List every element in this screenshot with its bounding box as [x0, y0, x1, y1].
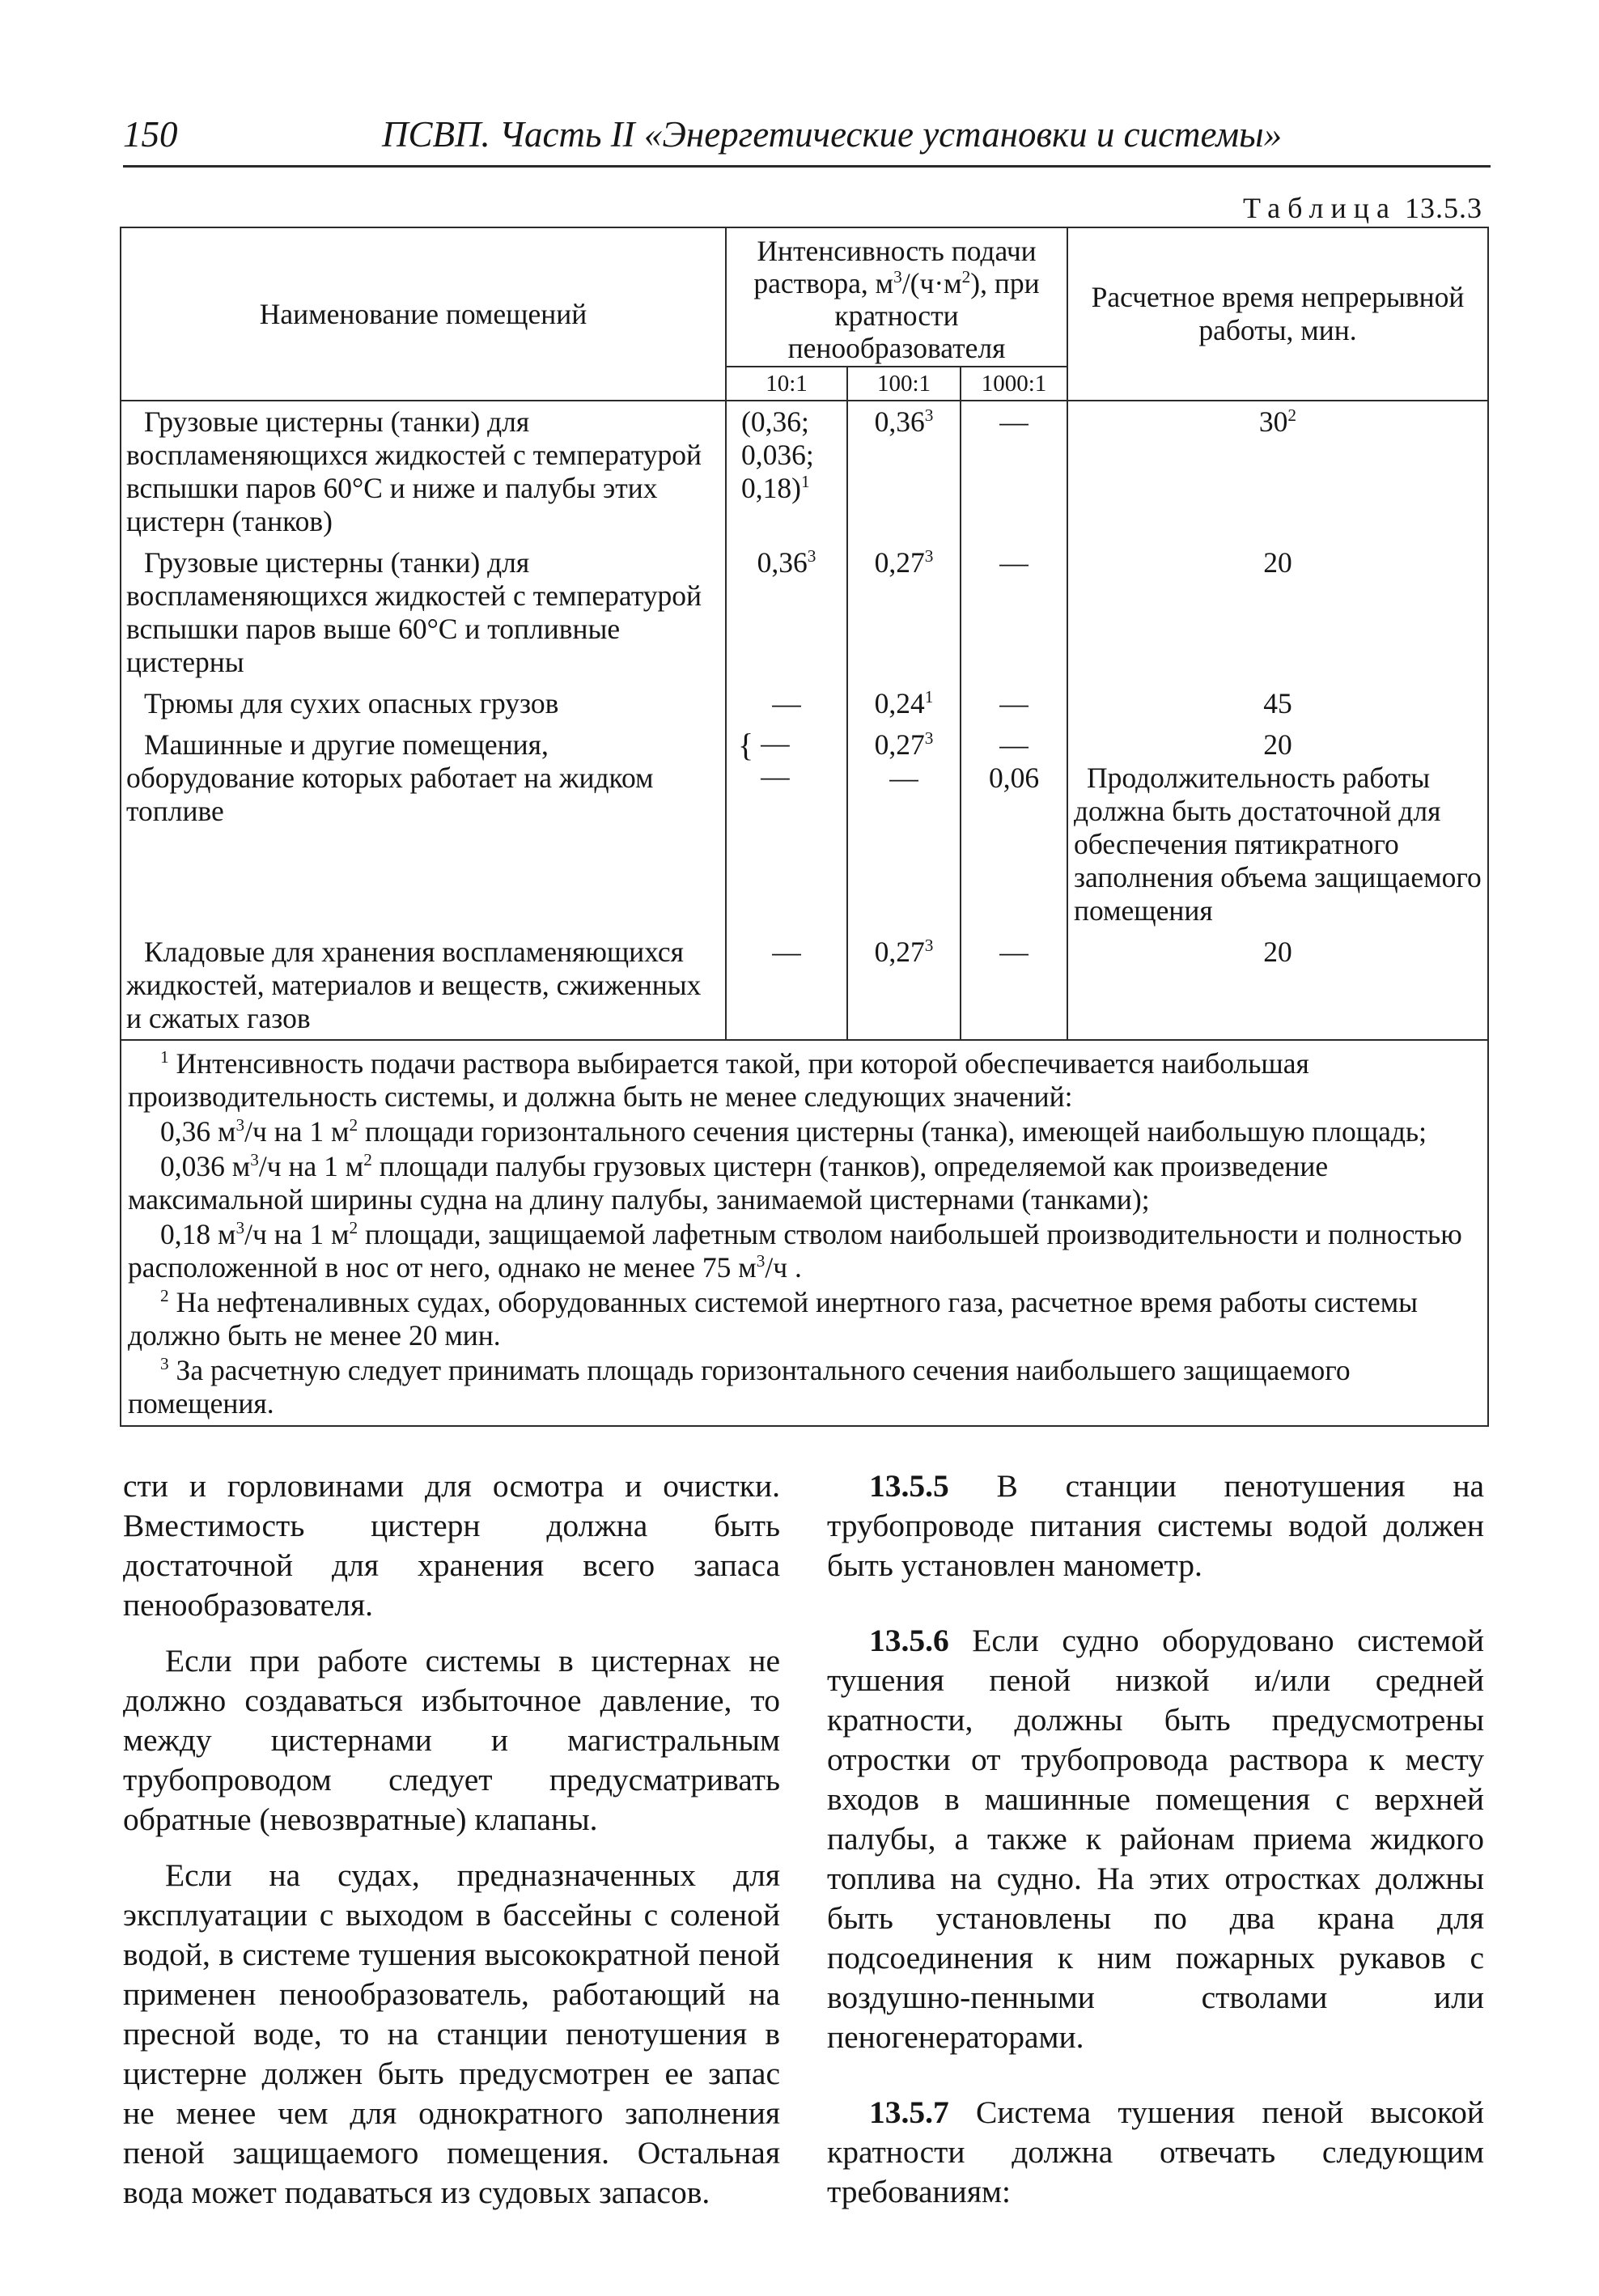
col-time-header: Расчетное время непрерывной работы, мин. — [1067, 227, 1488, 401]
row-time: 45 — [1067, 683, 1488, 724]
section-13-5-6: 13.5.6 Если судно оборудовано системой тушения пеной низкой и/или средней кратности, должны быть предусмотрены отростки от трубопровода раствора к месту входов в машинные помещения с верхней палубы, а также к районам приема жидкого топлива на судно. На этих отростках должны быть установлены по два крана для подсоединения к ним пожарных рукавов с воздушно-пенными стволами или пеногенераторами. — [827, 1623, 1484, 2055]
paragraph: Если при работе системы в цистернах не должно создаваться избыточное давление, то между цистернами и магистральным трубопроводом следует предусматривать обратные (невозвратные) клапаны. — [123, 1643, 780, 1837]
left-column — [123, 1466, 780, 2213]
paragraph: сти и горловинами для осмотра и очистки. Вместимость цистерн должна быть достаточной для хранения всего запаса пенообразователя. — [123, 1468, 780, 1623]
row-value-100: 0,27$^3$ — [847, 932, 961, 1040]
foam-intensity-table — [120, 227, 1489, 1427]
row-value-100: 0,27$^3$ — [847, 542, 961, 683]
section-13-5-5: 13.5.5 В станции пенотушения на трубопроводе питания системы водой должен быть установлен манометр. — [827, 1468, 1484, 1583]
row-name: Кладовые для хранения воспламеняющихся жидкостей, материалов и веществ, сжиженных и сжатых газов — [121, 932, 726, 1040]
table-header-row — [121, 227, 1488, 367]
footnote-1c: 0,18 $м^3/ч$ на 1 $м^2$ площади, защищаемой лафетным стволом наибольшей производительности и полностью расположенной в нос от него, однако не менее 75 $м^3/ч$ . — [128, 1218, 1462, 1284]
table-footnotes — [121, 1040, 1488, 1426]
section-number: 13.5.7 — [869, 2094, 949, 2130]
brace-icon: { — [738, 727, 754, 763]
row-name: Грузовые цистерны (танки) для воспламеняющихся жидкостей с температурой вспышки паров выше 60°С и топливные цистерны — [121, 542, 726, 683]
row-value-10: — — [726, 932, 847, 1040]
paragraph: Если на судах, предназначенных для эксплуатации с выходом в бассейны с соленой водой, в системе тушения высокократной пеной применен пенообразователь, работающий на пресной воде, то на станции пенотушения в цистерне должен быть предусмотрен ее запас не менее чем для однократного заполнения пеной защищаемого помещения. Остальная вода может подаваться из судовых запасов. — [123, 1857, 780, 2210]
row-value-10: (0,36; 0,036; 0,18)$^1$ — [726, 401, 847, 542]
ratio-10-header: 10:1 — [726, 367, 847, 401]
footnotes-row — [121, 1040, 1488, 1426]
running-header — [123, 112, 1491, 168]
row-name: Трюмы для сухих опасных грузов — [121, 683, 726, 724]
col-intensity-header: Интенсивность подачи раствора, $м^3/(ч\cdot м^2)$, при кратности пенообразователя — [726, 227, 1067, 367]
table-caption — [1243, 191, 1482, 225]
row-time: $30^2$ — [1067, 401, 1488, 542]
row-value-1000: — — [961, 401, 1067, 542]
row-value-10: 0,36$^3$ — [726, 542, 847, 683]
running-title: ПСВП. Часть II «Энергетические установки и системы» — [382, 114, 1283, 155]
footnote-1a: 0,36 $м^3/ч$ на 1 $м^2$ площади горизонтального сечения цистерны (танка), имеющей наибольшую площадь; — [160, 1115, 1427, 1148]
footnote-3: $^3$ За расчетную следует принимать площадь горизонтального сечения наибольшего защищаемого помещения. — [128, 1354, 1351, 1420]
table-row — [121, 724, 1488, 932]
table-row — [121, 542, 1488, 683]
right-column — [827, 1466, 1484, 2212]
row-value-100: 0,27$^3$ — — [847, 724, 961, 932]
page-number: 150 — [123, 114, 178, 155]
row-value-1000: — — [961, 683, 1067, 724]
row-value-100: 0,24$^1$ — [847, 683, 961, 724]
section-number: 13.5.5 — [869, 1468, 949, 1504]
footnote-1: $^1$ Интенсивность подачи раствора выбирается такой, при которой обеспечивается наибольшая производительность системы, и должна быть не менее следующих значений: — [128, 1047, 1309, 1113]
table-caption-word: Таблица — [1243, 192, 1397, 224]
row-value-10: { — — — [726, 724, 847, 932]
section-13-5-7: 13.5.7 Система тушения пеной высокой кратности должна отвечать следующим требованиям: — [827, 2094, 1484, 2209]
row-name: Грузовые цистерны (танки) для воспламеняющихся жидкостей с температурой вспышки паров 60°С и ниже и палубы этих цистерн (танков) — [121, 401, 726, 542]
row-time: 20 — [1067, 542, 1488, 683]
row-time: 20 — [1067, 932, 1488, 1040]
table-caption-number: 13.5.3 — [1405, 192, 1482, 224]
row-value-100: 0,36$^3$ — [847, 401, 961, 542]
row-value-1000: — — [961, 932, 1067, 1040]
ratio-1000-header: 1000:1 — [961, 367, 1067, 401]
footnote-1b: 0,036 $м^3/ч$ на 1 $м^2$ площади палубы грузовых цистерн (танков), определяемой как произведение максимальной ширины судна на длину палубы, занимаемой цистернами (танками); — [128, 1150, 1329, 1216]
row-time-note: Продолжительность работы должна быть достаточной для обеспечения пятикратного заполнения объема защищаемого помещения — [1074, 762, 1482, 927]
table-row — [121, 932, 1488, 1040]
row-time: 20 Продолжительность работы должна быть достаточной для обеспечения пятикратного заполнения объема защищаемого помещения — [1067, 724, 1488, 932]
row-name: Машинные и другие помещения, оборудование которых работает на жидком топливе — [121, 724, 726, 932]
row-value-1000: — — [961, 542, 1067, 683]
table-row — [121, 683, 1488, 724]
col-name-header: Наименование помещений — [121, 227, 726, 401]
ratio-100-header: 100:1 — [847, 367, 961, 401]
row-value-10: — — [726, 683, 847, 724]
table-row — [121, 401, 1488, 542]
section-number: 13.5.6 — [869, 1623, 949, 1658]
footnote-2: $^2$ На нефтеналивных судах, оборудованных системой инертного газа, расчетное время работы системы должно быть не менее 20 мин. — [128, 1286, 1419, 1352]
row-value-1000: — 0,06 — [961, 724, 1067, 932]
